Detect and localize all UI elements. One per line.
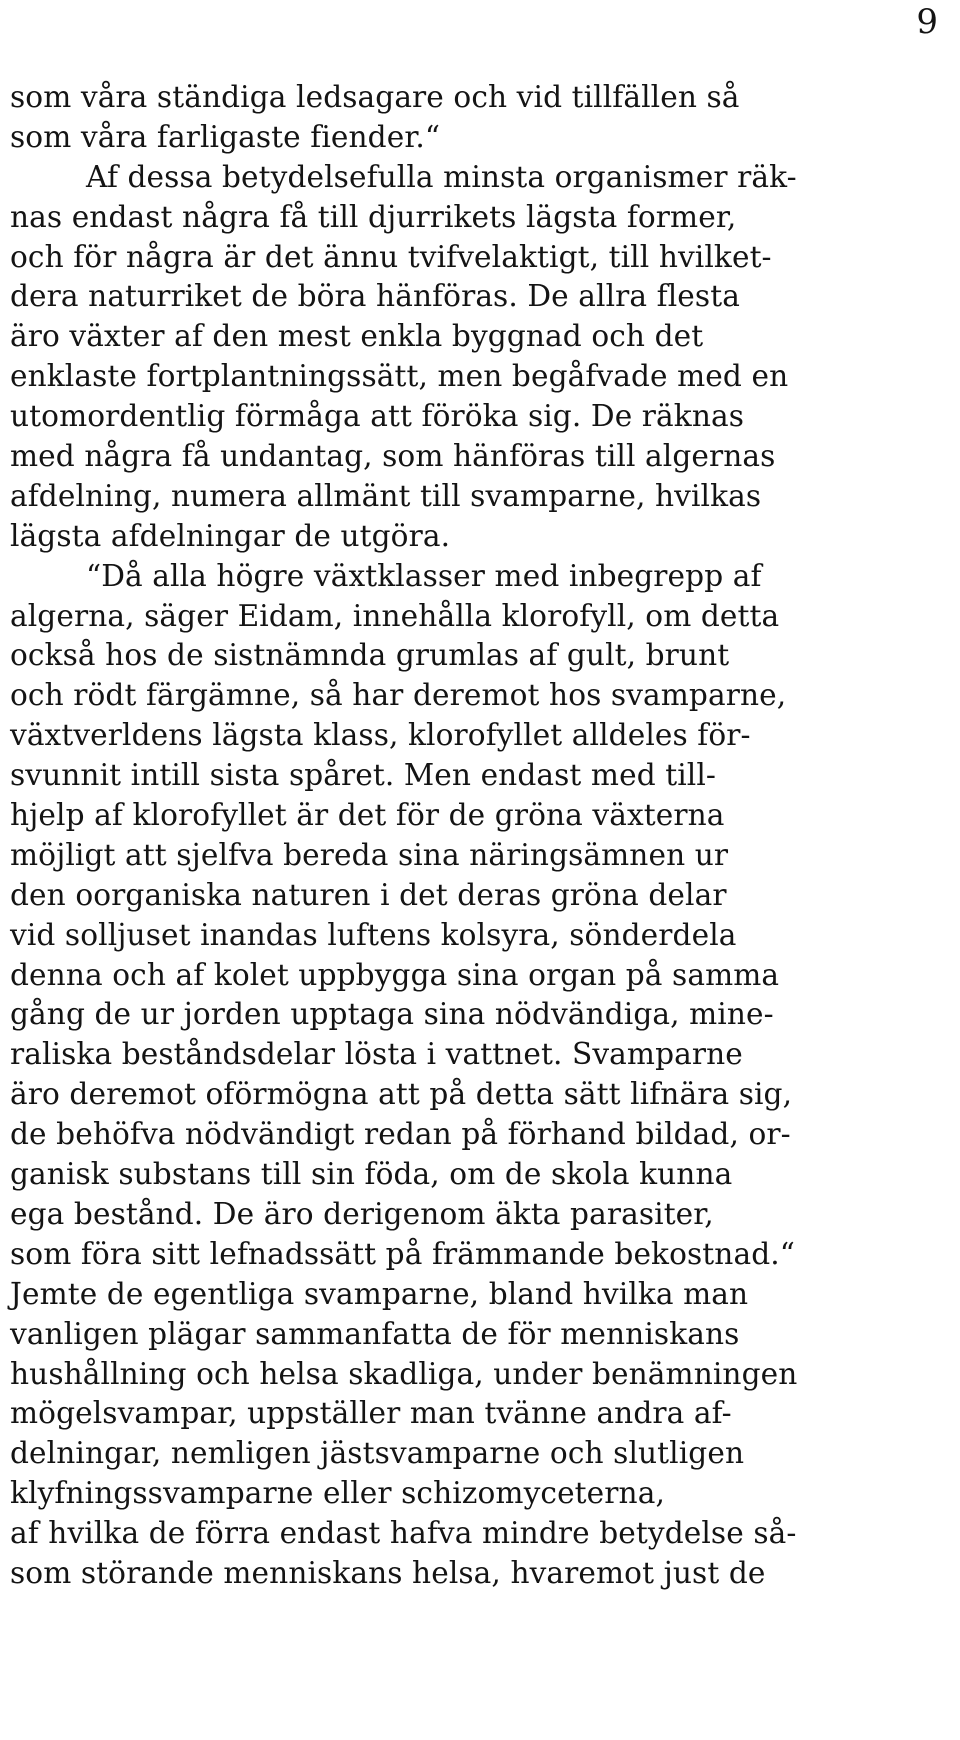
text-line: denna och af kolet uppbygga sina organ på samma (10, 957, 780, 992)
text-line: af hvilka de förra endast hafva mindre betydelse så- (10, 1516, 797, 1551)
page-number: 9 (916, 2, 938, 42)
text-line: hushållning och helsa skadliga, under benämningen (10, 1356, 798, 1391)
text-line: vanligen plägar sammanfatta de för menniskans (10, 1316, 740, 1351)
text-line: vid solljuset inandas luftens kolsyra, sönderdela (10, 917, 737, 952)
text-line: enklaste fortplantningssätt, men begåfvade med en (10, 359, 789, 394)
text-line: lägsta afdelningar de utgöra. (10, 518, 451, 553)
text-line: delningar, nemligen jästsvamparne och slutligen (10, 1436, 745, 1471)
text-line: den oorganiska naturen i det deras gröna delar (10, 877, 727, 912)
body-text (10, 78, 938, 1594)
paragraph-start-line: “Då alla högre växtklasser med inbegrepp af (86, 558, 762, 593)
text-line: mögelsvampar, uppställer man tvänne andra af- (10, 1396, 732, 1431)
text-line: också hos de sistnämnda grumlas af gult, brunt (10, 638, 730, 673)
text-line: som våra ständiga ledsagare och vid tillfällen så (10, 80, 740, 114)
text-line: Jemte de egentliga svamparne, bland hvilka man (10, 1276, 749, 1311)
text-line: med några få undantag, som hänföras till algernas (10, 439, 776, 474)
text-line: raliska beståndsdelar lösta i vattnet. Svamparne (10, 1037, 743, 1072)
text-line: svunnit intill sista spåret. Men endast med till- (10, 758, 717, 793)
text-line: möjligt att sjelfva bereda sina näringsämnen ur (10, 837, 729, 872)
text-line: och rödt färgämne, så har deremot hos svamparne, (10, 678, 787, 713)
text-line: som föra sitt lefnadssätt på främmande bekostnad.“ (10, 1236, 795, 1271)
text-line: och för några är det ännu tvifvelaktigt, till hvilket- (10, 239, 772, 274)
text-line: ega bestånd. De äro derigenom äkta parasiter, (10, 1196, 714, 1231)
text-line: som våra farligaste fiender.“ (10, 119, 441, 154)
text-line: hjelp af klorofyllet är det för de gröna växterna (10, 798, 725, 833)
text-line: klyfningssvamparne eller schizomyceterna, (10, 1476, 665, 1511)
text-line: växtverldens lägsta klass, klorofyllet alldeles för- (10, 718, 751, 753)
text-line: äro växter af den mest enkla byggnad och det (10, 319, 704, 354)
text-line: gång de ur jorden upptaga sina nödvändiga, mine- (10, 997, 774, 1032)
text-line: utomordentlig förmåga att föröka sig. De räknas (10, 399, 745, 434)
text-line: ganisk substans till sin föda, om de skola kunna (10, 1157, 733, 1192)
text-line: dera naturriket de böra hänföras. De allra flesta (10, 279, 740, 314)
text-line: nas endast några få till djurrikets lägsta former, (10, 199, 737, 234)
text-line: de behöfva nödvändigt redan på förhand bildad, or- (10, 1117, 791, 1152)
text-line: afdelning, numera allmänt till svamparne, hvilkas (10, 478, 762, 513)
text-line: som störande menniskans helsa, hvaremot just de (10, 1555, 766, 1590)
text-line: äro deremot oförmögna att på detta sätt lifnära sig, (10, 1077, 793, 1112)
paragraph-start-line: Af dessa betydelsefulla minsta organismer räk- (86, 159, 797, 194)
text-line: algerna, säger Eidam, innehålla klorofyll, om detta (10, 598, 780, 633)
